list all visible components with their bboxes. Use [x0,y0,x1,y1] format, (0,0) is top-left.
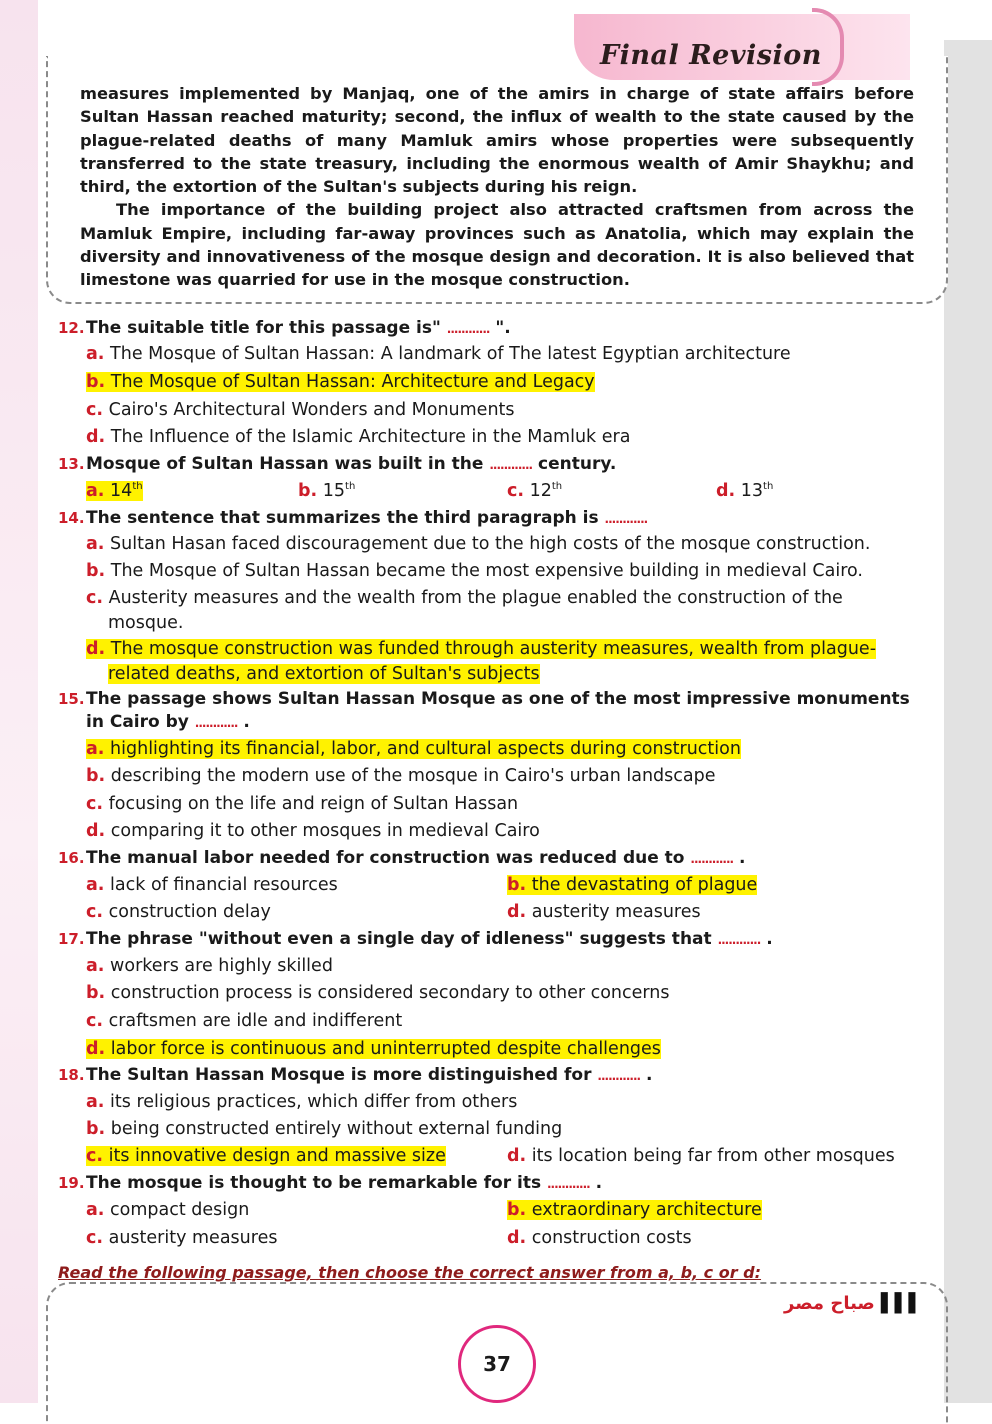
question-19: 19.The mosque is thought to be remarkable for its ............ . [58,1173,603,1193]
section-instruction: Read the following passage, then choose the correct answer from a, b, c or d: [58,1263,762,1282]
option-13d[interactable]: d. 13th [716,481,774,501]
option-19d[interactable]: d. construction costs [507,1228,692,1248]
option-17a[interactable]: a. workers are highly skilled [86,956,333,976]
option-14a[interactable]: a. Sultan Hasan faced discouragement due to the high costs of the mosque construction. [86,534,871,554]
page-title: Final Revision [600,40,822,71]
question-13: 13.Mosque of Sultan Hassan was built in the ............ century. [58,454,617,474]
option-19c[interactable]: c. austerity measures [86,1228,278,1248]
option-12c[interactable]: c. Cairo's Architectural Wonders and Monuments [86,400,515,420]
answer-blank: ............ [717,933,761,947]
passage-paragraph: measures implemented by Manjaq, one of the amirs in charge of state affairs before Sultan Hassan reached maturity; second, the influx of wealth to the state caused by the plague-related deaths of many Mamluk amirs whose properties were subsequently transferred to the state treasury, including the enormous wealth of Amir Shaykhu; and third, the extortion of the Sultan's subjects during his reign. [80,84,914,197]
question-17: 17.The phrase "without even a single day of idleness" suggests that ............ . [58,929,773,949]
passage-paragraph: The importance of the building project also attracted craftsmen from across the Mamluk Empire, including far-away provinces such as Anatolia, which may explain the diversity and innovativeness of the mosque design and decoration. It is also believed that limestone was quarried for use in the mosque construction. [80,200,914,290]
question-18: 18.The Sultan Hassan Mosque is more distinguished for ............ . [58,1065,653,1085]
option-16a[interactable]: a. lack of financial resources [86,875,338,895]
right-decor-bar [944,40,992,1403]
option-17b[interactable]: b. construction process is considered secondary to other concerns [86,983,670,1003]
left-decor-bar [0,0,38,1403]
option-14c[interactable]: c. Austerity measures and the wealth from the plague enabled the construction of the mosque. [86,588,843,633]
answer-blank: ............ [194,716,238,730]
option-14d-correct[interactable]: d. The mosque construction was funded through austerity measures, wealth from plague- related deaths, and extortion of Sultan's subjects [86,639,877,684]
option-15d[interactable]: d. comparing it to other mosques in medieval Cairo [86,821,540,841]
answer-blank: ............ [597,1069,641,1083]
option-18c-correct[interactable]: c. its innovative design and massive size [86,1146,446,1166]
option-18d[interactable]: d. its location being far from other mosques [507,1146,895,1166]
option-15a-correct[interactable]: a. highlighting its financial, labor, and cultural aspects during construction [86,739,741,759]
option-18b[interactable]: b. being constructed entirely without external funding [86,1119,563,1139]
page-number: 37 [458,1325,536,1403]
option-14b[interactable]: b. The Mosque of Sultan Hassan became the most expensive building in medieval Cairo. [86,561,863,581]
answer-blank: ............ [489,458,533,472]
answer-blank: ............ [446,322,490,336]
option-16d[interactable]: d. austerity measures [507,902,701,922]
option-16b-correct[interactable]: b. the devastating of plague [507,875,758,895]
option-15b[interactable]: b. describing the modern use of the mosque in Cairo's urban landscape [86,766,716,786]
answer-blank: ............ [690,852,734,866]
question-16: 16.The manual labor needed for construction was reduced due to ............ . [58,848,746,868]
option-12a[interactable]: a. The Mosque of Sultan Hassan: A landmark of The latest Egyptian architecture [86,344,791,364]
option-16c[interactable]: c. construction delay [86,902,271,922]
option-19b-correct[interactable]: b. extraordinary architecture [507,1200,762,1220]
option-17d-correct[interactable]: d. labor force is continuous and uninterrupted despite challenges [86,1039,661,1059]
option-15c[interactable]: c. focusing on the life and reign of Sultan Hassan [86,794,519,814]
option-13a-correct[interactable]: a. 14th [86,481,143,501]
option-12d[interactable]: d. The Influence of the Islamic Architecture in the Mamluk era [86,427,631,447]
option-17c[interactable]: c. craftsmen are idle and indifferent [86,1011,403,1031]
option-13c[interactable]: c. 12th [507,481,563,501]
option-19a[interactable]: a. compact design [86,1200,250,1220]
question-14: 14.The sentence that summarizes the third paragraph is ............ [58,508,648,528]
brand-logo: صباح مصر ▌▌▌ [784,1293,923,1314]
option-13b[interactable]: b. 15th [298,481,356,501]
option-12b-correct[interactable]: b. The Mosque of Sultan Hassan: Architecture and Legacy [86,372,595,392]
question-15: 15.The passage shows Sultan Hassan Mosque as one of the most impressive monuments in Cairo by ............ . [58,689,910,732]
question-12: 12.The suitable title for this passage is" ............ ". [58,318,511,338]
option-18a[interactable]: a. its religious practices, which differ from others [86,1092,518,1112]
logo-bars-icon: ▌▌▌ [880,1293,923,1314]
answer-blank: ............ [547,1177,590,1191]
answer-blank: ............ [604,512,648,526]
reading-passage [80,82,914,292]
